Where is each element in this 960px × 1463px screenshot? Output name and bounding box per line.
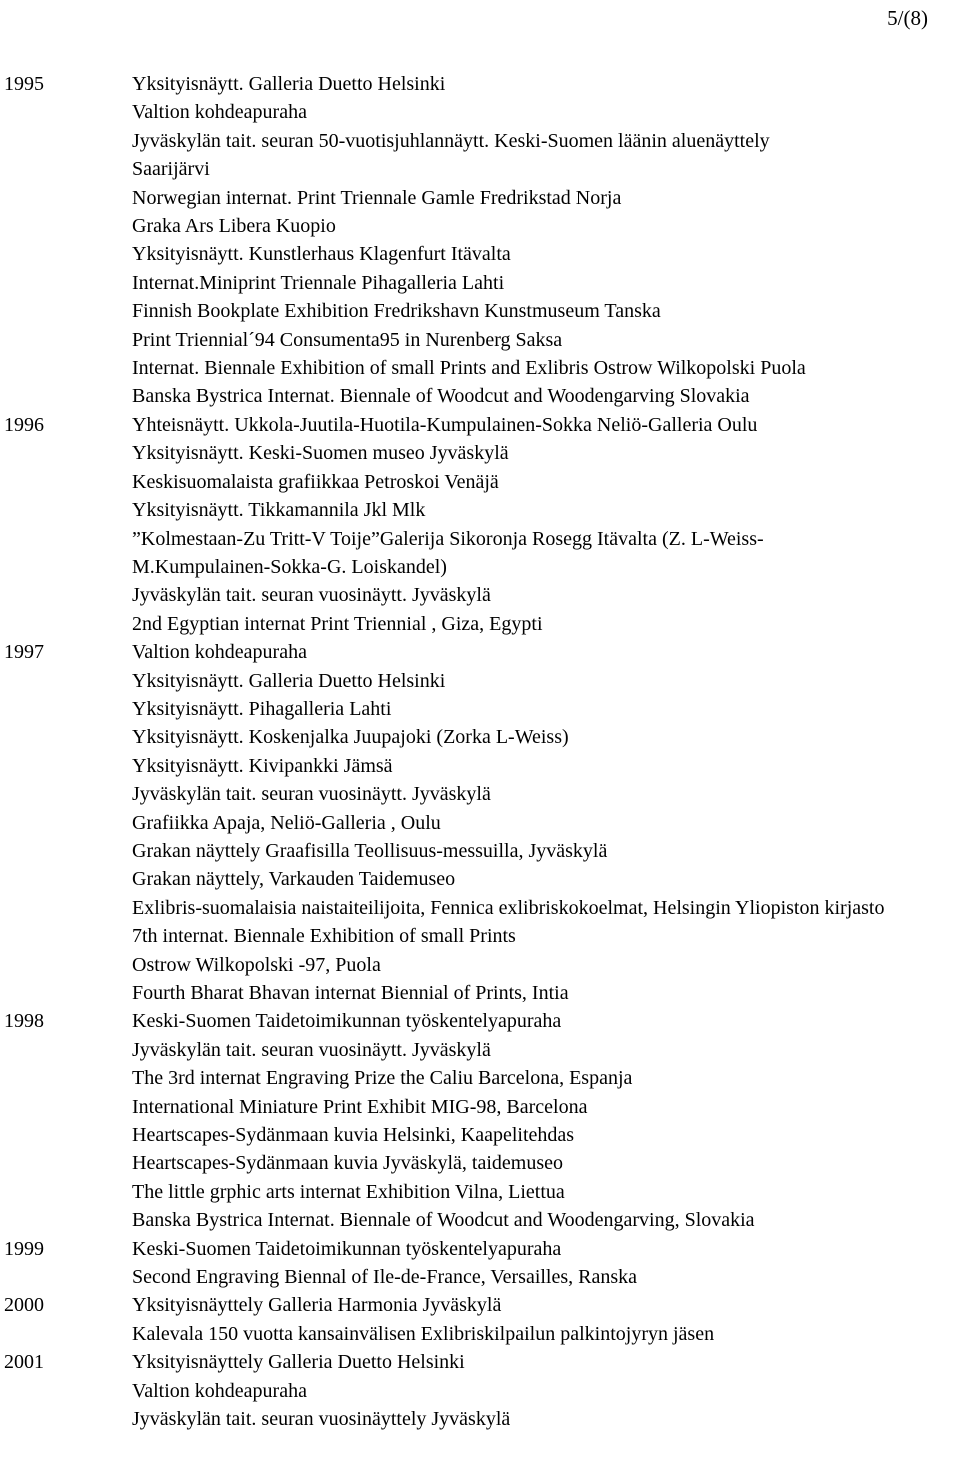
- year-label: [0, 326, 132, 354]
- list-item: [0, 1121, 960, 1149]
- list-item: [0, 212, 960, 240]
- list-item: [0, 411, 960, 439]
- entry-text: Valtion kohdeapuraha: [132, 101, 307, 124]
- entry-text: Yksityisnäyttely Galleria Duetto Helsinki: [132, 1351, 465, 1374]
- year-label: [0, 581, 132, 609]
- list-item: [0, 240, 960, 268]
- entry-text: Yksityisnäytt. Kivipankki Jämsä: [132, 754, 393, 777]
- list-item: [0, 610, 960, 638]
- list-item: [0, 1263, 960, 1291]
- year-label: [0, 1405, 132, 1433]
- list-item: [0, 496, 960, 524]
- list-item: [0, 127, 960, 155]
- entry-text: Exlibris-suomalaisia naistaiteilijoita, Fennica exlibriskokoelmat, Helsingin Yliopiston kirjasto: [132, 896, 885, 919]
- list-item: [0, 382, 960, 410]
- exhibition-list: [0, 70, 960, 1434]
- year-label: [0, 1064, 132, 1092]
- entry-text: Yksityisnäytt. Galleria Duetto Helsinki: [132, 73, 446, 95]
- list-item: [0, 1320, 960, 1348]
- entry-text: Ostrow Wilkopolski -97, Puola: [132, 953, 381, 976]
- list-item: [0, 809, 960, 837]
- entry-text: 7th internat. Biennale Exhibition of small Prints: [132, 925, 516, 948]
- list-item: [0, 780, 960, 808]
- list-item: [0, 1235, 960, 1263]
- entry-text: The little grphic arts internat Exhibition Vilna, Liettua: [132, 1180, 565, 1203]
- list-item: [0, 1377, 960, 1405]
- entry-text: Jyväskylän tait. seuran 50-vuotisjuhlannäytt. Keski-Suomen läänin aluenäyttely: [132, 129, 770, 152]
- list-item: [0, 1348, 960, 1376]
- entry-text: Yksityisnäytt. Tikkamannila Jkl Mlk: [132, 499, 426, 522]
- list-item: [0, 1093, 960, 1121]
- entry-text: Saarijärvi: [132, 158, 210, 181]
- entry-text: Jyväskylän tait. seuran vuosinäytt. Jyväskylä: [132, 783, 491, 806]
- year-label: [0, 496, 132, 524]
- list-item: [0, 1064, 960, 1092]
- list-item: [0, 695, 960, 723]
- entry-text: Keskisuomalaista grafiikkaa Petroskoi Venäjä: [132, 470, 499, 493]
- year-label: [0, 1036, 132, 1064]
- entry-text: Jyväskylän tait. seuran vuosinäytt. Jyväskylä: [132, 584, 491, 607]
- year-label: [0, 1206, 132, 1234]
- list-item: [0, 553, 960, 581]
- year-label: [0, 951, 132, 979]
- entry-text: Norwegian internat. Print Triennale Gamle Fredrikstad Norja: [132, 186, 622, 209]
- entry-text: Keski-Suomen Taidetoimikunnan työskentelyapuraha: [132, 1237, 562, 1260]
- year-label: 1995: [4, 73, 44, 95]
- year-label: [0, 1263, 132, 1291]
- list-item: [0, 1007, 960, 1035]
- list-item: [0, 354, 960, 382]
- year-label: [0, 752, 132, 780]
- entry-text: Heartscapes-Sydänmaan kuvia Jyväskylä, taidemuseo: [132, 1152, 563, 1175]
- entry-text: Yhteisnäytt. Ukkola-Juutila-Huotila-Kumpulainen-Sokka Neliö-Galleria Oulu: [132, 413, 758, 436]
- year-label: 2001: [4, 1351, 44, 1374]
- year-label: [0, 155, 132, 183]
- year-label: [0, 780, 132, 808]
- list-item: [0, 1149, 960, 1177]
- entry-text: Banska Bystrica Internat. Biennale of Woodcut and Woodengarving, Slovakia: [132, 1209, 755, 1232]
- year-label: [0, 468, 132, 496]
- year-label: [0, 837, 132, 865]
- entry-text: Yksityisnäyttely Galleria Harmonia Jyväskylä: [132, 1294, 502, 1317]
- year-label: 2000: [4, 1294, 44, 1317]
- list-item: [0, 155, 960, 183]
- year-label: [0, 1121, 132, 1149]
- entry-text: Jyväskylän tait. seuran vuosinäyttely Jyväskylä: [132, 1408, 511, 1431]
- entry-text: Grafiikka Apaja, Neliö-Galleria , Oulu: [132, 811, 441, 834]
- year-label: [0, 127, 132, 155]
- list-item: [0, 1206, 960, 1234]
- entry-text: Yksityisnäytt. Koskenjalka Juupajoki (Zorka L-Weiss): [132, 726, 569, 749]
- year-label: 1996: [4, 413, 44, 436]
- entry-text: M.Kumpulainen-Sokka-G. Loiskandel): [132, 555, 447, 578]
- year-label: [0, 553, 132, 581]
- entry-text: Finnish Bookplate Exhibition Fredrikshavn Kunstmuseum Tanska: [132, 300, 661, 323]
- list-item: [0, 667, 960, 695]
- entry-text: Yksityisnäytt. Pihagalleria Lahti: [132, 697, 392, 720]
- year-label: [0, 98, 132, 126]
- entry-text: Valtion kohdeapuraha: [132, 1379, 307, 1402]
- year-label: [0, 1093, 132, 1121]
- entry-text: Grakan näyttely Graafisilla Teollisuus-messuilla, Jyväskylä: [132, 839, 608, 862]
- list-item: [0, 297, 960, 325]
- year-label: [0, 1320, 132, 1348]
- year-label: [0, 439, 132, 467]
- year-label: [0, 723, 132, 751]
- year-label: [0, 610, 132, 638]
- year-label: 1999: [4, 1237, 44, 1260]
- list-item: [0, 1036, 960, 1064]
- year-label: [0, 382, 132, 410]
- list-item: [0, 837, 960, 865]
- page-number: 5/(8): [887, 6, 928, 30]
- year-label: [0, 525, 132, 553]
- list-item: [0, 894, 960, 922]
- list-item: [0, 638, 960, 666]
- list-item: [0, 979, 960, 1007]
- year-label: [0, 695, 132, 723]
- year-label: [0, 1178, 132, 1206]
- year-label: [0, 894, 132, 922]
- year-label: [0, 1149, 132, 1177]
- list-item: [0, 1178, 960, 1206]
- entry-text: Yksityisnäytt. Kunstlerhaus Klagenfurt Itävalta: [132, 243, 511, 266]
- list-item: [0, 951, 960, 979]
- entry-text: Keski-Suomen Taidetoimikunnan työskentelyapuraha: [132, 1010, 562, 1033]
- list-item: [0, 752, 960, 780]
- year-label: [0, 809, 132, 837]
- list-item: [0, 468, 960, 496]
- list-item: [0, 184, 960, 212]
- year-label: [0, 212, 132, 240]
- list-item: [0, 865, 960, 893]
- list-item: [0, 439, 960, 467]
- entry-text: Graka Ars Libera Kuopio: [132, 215, 336, 238]
- year-label: [0, 667, 132, 695]
- entry-text: Jyväskylän tait. seuran vuosinäytt. Jyväskylä: [132, 1038, 491, 1061]
- list-item: [0, 525, 960, 553]
- year-label: [0, 184, 132, 212]
- list-item: [0, 269, 960, 297]
- entry-text: Internat. Biennale Exhibition of small Prints and Exlibris Ostrow Wilkopolski Puola: [132, 357, 806, 380]
- year-label: [0, 1377, 132, 1405]
- list-item: [0, 581, 960, 609]
- year-label: [0, 979, 132, 1007]
- list-item: [0, 70, 960, 98]
- entry-text: Banska Bystrica Internat. Biennale of Woodcut and Woodengarving Slovakia: [132, 385, 750, 408]
- year-label: [0, 269, 132, 297]
- entry-text: Grakan näyttely, Varkauden Taidemuseo: [132, 868, 456, 891]
- list-item: [0, 922, 960, 950]
- entry-text: 2nd Egyptian internat Print Triennial , Giza, Egypti: [132, 612, 543, 635]
- list-item: [0, 326, 960, 354]
- entry-text: Yksityisnäytt. Keski-Suomen museo Jyväskylä: [132, 442, 509, 465]
- entry-text: Second Engraving Biennal of Ile-de-France, Versailles, Ranska: [132, 1266, 638, 1289]
- entry-text: Yksityisnäytt. Galleria Duetto Helsinki: [132, 669, 446, 692]
- list-item: [0, 1405, 960, 1433]
- year-label: [0, 922, 132, 950]
- year-label: 1998: [4, 1010, 44, 1033]
- list-item: [0, 98, 960, 126]
- entry-text: Valtion kohdeapuraha: [132, 641, 307, 664]
- entry-text: International Miniature Print Exhibit MIG-98, Barcelona: [132, 1095, 588, 1118]
- list-item: [0, 723, 960, 751]
- entry-text: Heartscapes-Sydänmaan kuvia Helsinki, Kaapelitehdas: [132, 1124, 575, 1147]
- entry-text: Internat.Miniprint Triennale Pihagalleria Lahti: [132, 271, 505, 294]
- year-label: [0, 865, 132, 893]
- entry-text: Kalevala 150 vuotta kansainvälisen Exlibriskilpailun palkintojyryn jäsen: [132, 1322, 715, 1345]
- year-label: [0, 297, 132, 325]
- list-item: [0, 1291, 960, 1319]
- year-label: [0, 354, 132, 382]
- entry-text: Fourth Bharat Bhavan internat Biennial of Prints, Intia: [132, 982, 569, 1004]
- entry-text: Print Triennial´94 Consumenta95 in Nurenberg Saksa: [132, 328, 563, 351]
- year-label: 1997: [4, 641, 44, 664]
- year-label: [0, 240, 132, 268]
- entry-text: ”Kolmestaan-Zu Tritt-V Toije”Galerija Sikoronja Rosegg Itävalta (Z. L-Weiss-: [132, 527, 764, 550]
- entry-text: The 3rd internat Engraving Prize the Caliu Barcelona, Espanja: [132, 1067, 633, 1090]
